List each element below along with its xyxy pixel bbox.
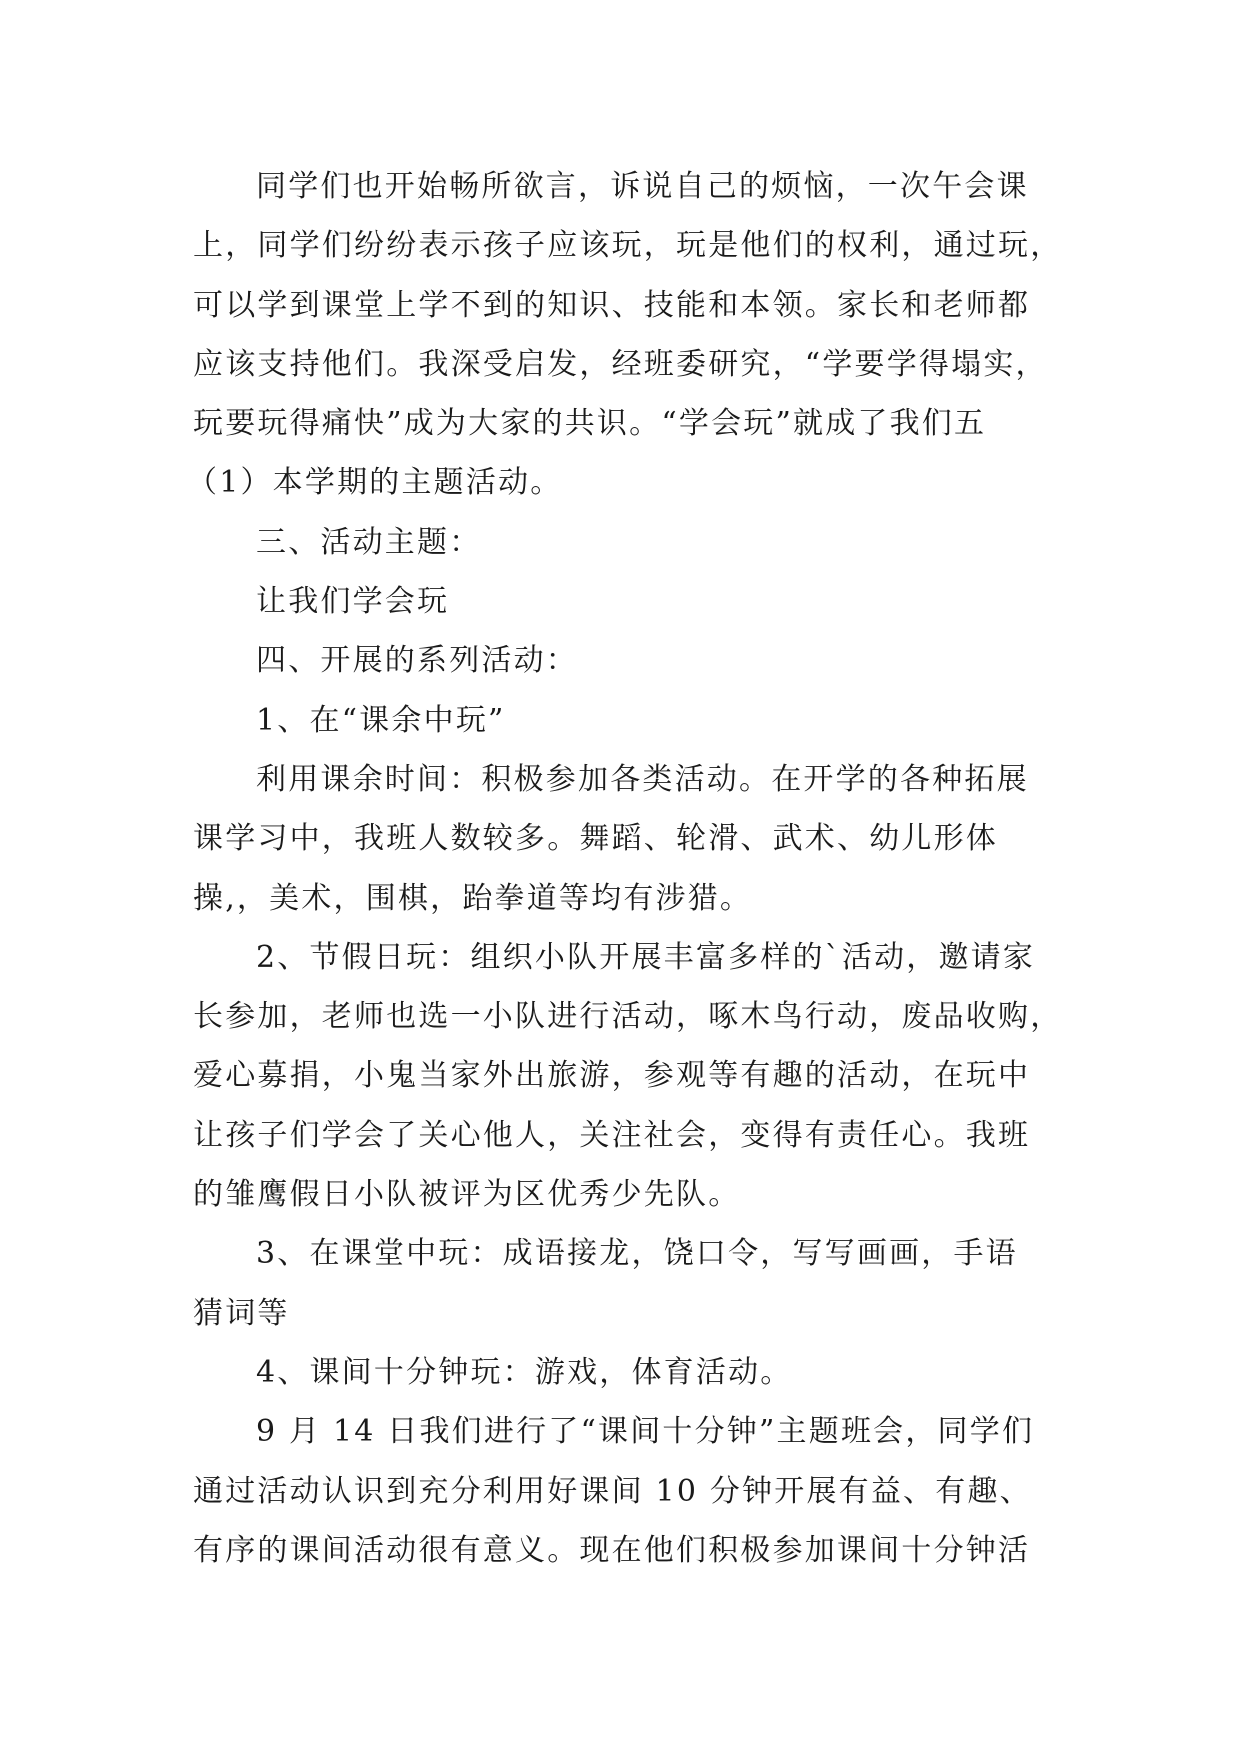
paragraph-line: 应该支持他们。我深受启发，经班委研究，“学要学得塌实， (193, 346, 1048, 382)
section-heading: 三、活动主题： (256, 524, 482, 560)
paragraph-line: 让孩子们学会了关心他人，关注社会，变得有责任心。我班 (193, 1117, 1031, 1153)
paragraph-line: 3、在课堂中玩：成语接龙，饶口令，写写画画，手语 (256, 1236, 1018, 1272)
paragraph-line: 4、课间十分钟玩：游戏，体育活动。 (256, 1354, 793, 1390)
section-heading: 四、开展的系列活动： (256, 643, 578, 679)
paragraph-line: 长参加，老师也选一小队进行活动，啄木鸟行动，废品收购， (193, 999, 1063, 1035)
paragraph-line: 有序的课间活动很有意义。现在他们积极参加课间十分钟活 (193, 1532, 1031, 1568)
theme-text: 让我们学会玩 (256, 584, 450, 620)
paragraph-line: 2、节假日玩：组织小队开展丰富多样的`活动，邀请家 (256, 939, 1036, 975)
paragraph-line: 9 月 14 日我们进行了“课间十分钟”主题班会，同学们 (256, 1414, 1035, 1450)
paragraph-line: （1）本学期的主题活动。 (187, 465, 563, 501)
paragraph-line: 利用课余时间：积极参加各类活动。在开学的各种拓展 (256, 761, 1029, 797)
subsection-heading: 1、在“课余中玩” (256, 702, 506, 738)
paragraph-line: 的雏鹰假日小队被评为区优秀少先队。 (193, 1177, 741, 1213)
paragraph-line: 可以学到课堂上学不到的知识、技能和本领。家长和老师都 (193, 287, 1031, 323)
paragraph-line: 上，同学们纷纷表示孩子应该玩，玩是他们的权利，通过玩， (193, 228, 1063, 264)
paragraph-line: 爱心募捐，小鬼当家外出旅游，参观等有趣的活动，在玩中 (193, 1058, 1031, 1094)
paragraph-line: 通过活动认识到充分利用好课间 10 分钟开展有益、有趣、 (193, 1473, 1032, 1509)
document-body (187, 157, 1063, 1580)
paragraph-line: 猜词等 (193, 1295, 290, 1331)
paragraph-line: 课学习中，我班人数较多。舞蹈、轮滑、武术、幼儿形体 (193, 821, 998, 857)
paragraph-line: 操,，美术，围棋，跆拳道等均有涉猎。 (193, 880, 753, 916)
paragraph-line: 同学们也开始畅所欲言，诉说自己的烦恼，一次午会课 (256, 169, 1029, 204)
paragraph-line: 玩要玩得痛快”成为大家的共识。“学会玩”就成了我们五 (193, 406, 987, 442)
